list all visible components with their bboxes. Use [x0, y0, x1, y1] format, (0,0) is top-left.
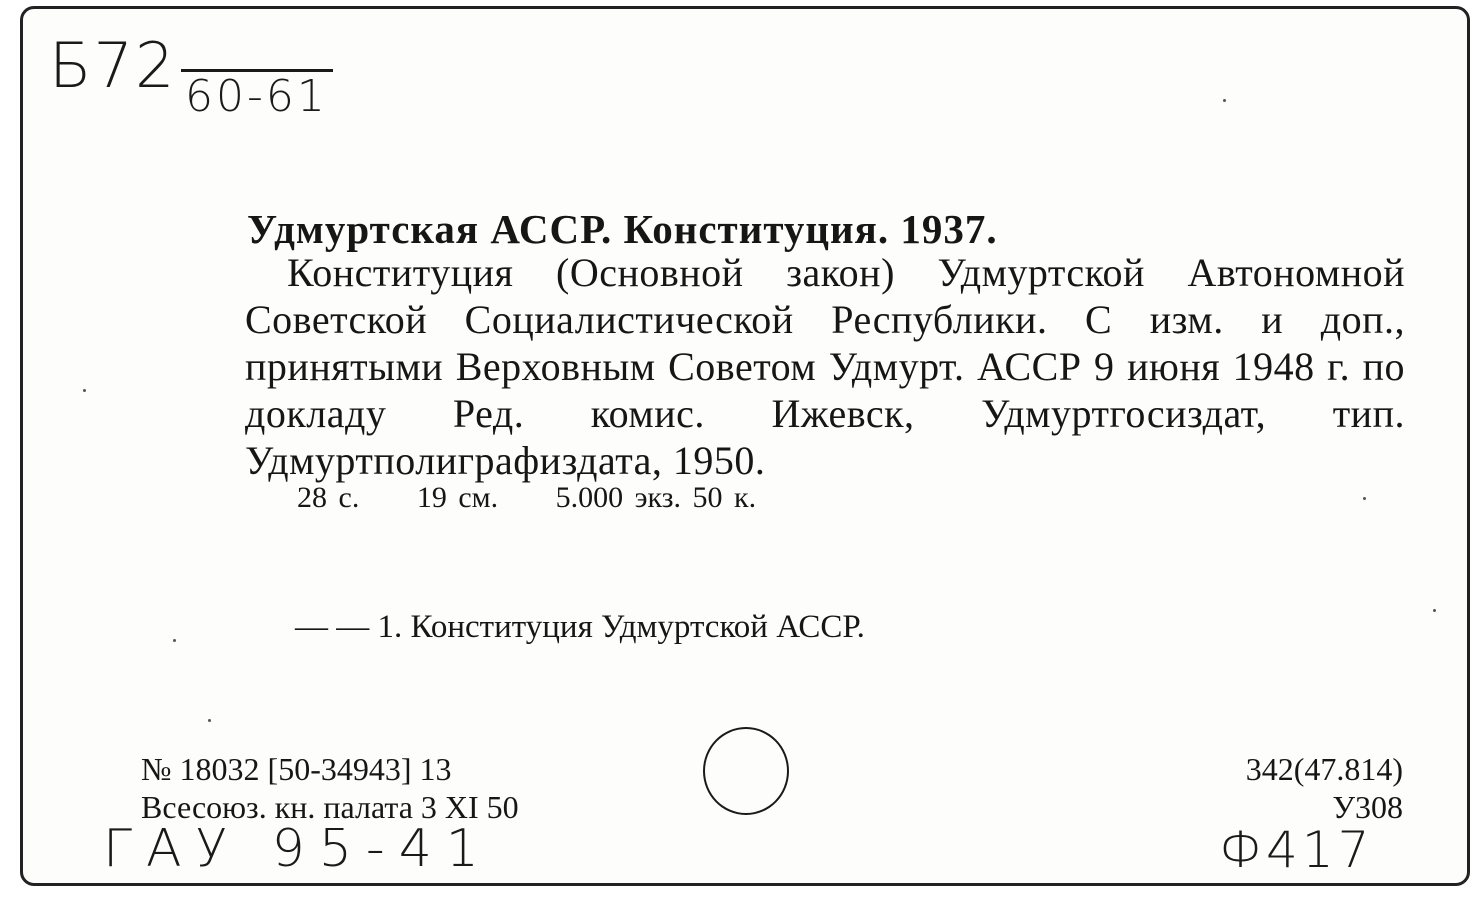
shelfmark-main: Б72 [49, 29, 177, 102]
speck [1363, 497, 1366, 500]
speck [208, 719, 211, 722]
speck [793, 885, 796, 886]
classification-index: 342(47.814) [1245, 751, 1403, 787]
registration-chamber: Всесоюз. кн. палата 3 XI 50 [141, 789, 519, 825]
subject-entry: — — 1. Конституция Удмуртской АССР. [295, 609, 865, 645]
speck [173, 639, 176, 642]
speck [83, 389, 86, 392]
author-mark: У308 [1332, 789, 1403, 825]
handwritten-mark: Ф417 [1219, 821, 1374, 879]
speck [1433, 609, 1436, 612]
catalog-card [20, 6, 1470, 886]
punch-hole [703, 727, 789, 815]
collation-line: 28 с. 19 см. 5.000 экз. 50 к. [297, 481, 757, 514]
speck [1223, 99, 1226, 102]
handwritten-archive-code: ГАУ 95-41 [103, 819, 493, 879]
bibliographic-description: Конституция (Основной закон) Удмуртской Автономной Советской Социалистической Республики. С изм. и доп., принятыми Верховным Советом Удмурт. АССР 9 июня 1948 г. по докладу Ред. комис. Ижевск, Удмуртгосиздат, тип. Удмуртполиграфиздата, 1950. [245, 250, 1405, 483]
registration-number: № 18032 [50-34943] 13 [141, 751, 452, 787]
shelfmark-sub: 60-61 [185, 71, 328, 122]
card-heading: Удмуртская АССР. Конституция. 1937. [247, 206, 998, 252]
